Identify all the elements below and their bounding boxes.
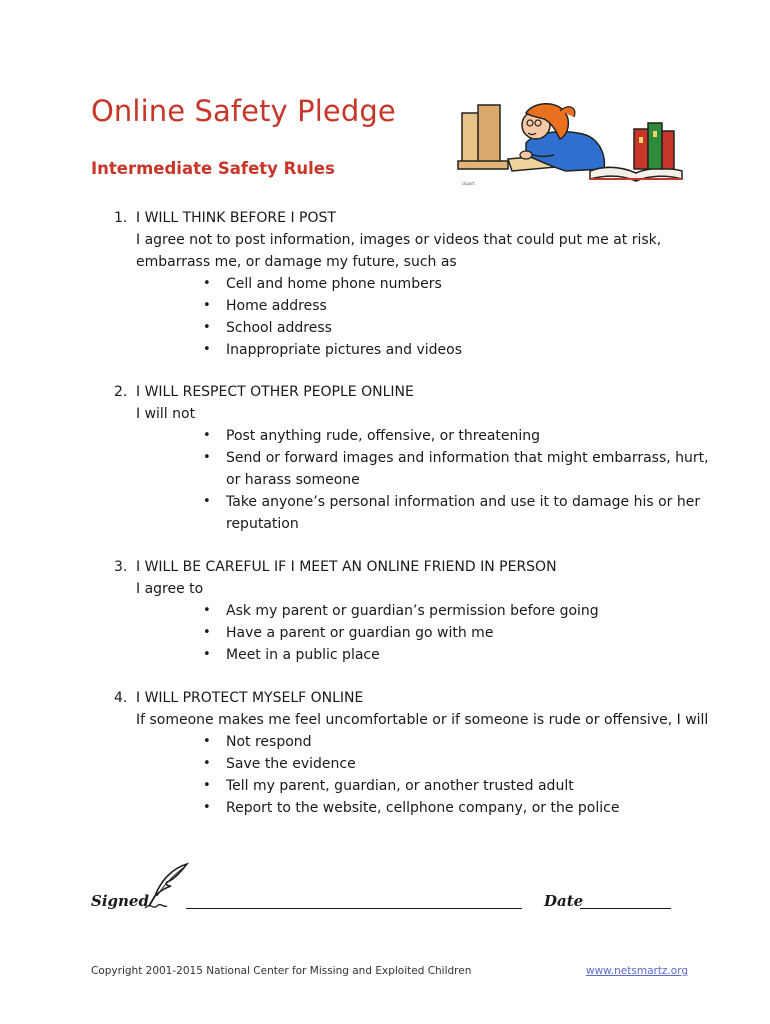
date-label: Date bbox=[544, 892, 584, 910]
rule-intro: I agree not to post information, images or videos that could put me at risk, embarrass me, or damage my future, such as bbox=[136, 232, 662, 270]
rule-intro: I agree to bbox=[136, 581, 204, 597]
rule-number: 1. bbox=[114, 210, 128, 226]
rule-title: I WILL PROTECT MYSELF ONLINE bbox=[136, 690, 364, 706]
list-item: • Post anything rude, offensive, or threatening bbox=[203, 425, 714, 447]
rule-title: I WILL BE CAREFUL IF I MEET AN ONLINE FRIEND IN PERSON bbox=[136, 559, 557, 575]
list-item: • Ask my parent or guardian’s permission before going bbox=[203, 600, 714, 622]
rule-heading bbox=[114, 687, 714, 709]
rule-intro: I will not bbox=[136, 406, 196, 422]
signed-label: Signed bbox=[91, 892, 149, 910]
list-item: • Have a parent or guardian go with me bbox=[203, 622, 714, 644]
signature-row bbox=[91, 886, 691, 920]
bullet-list bbox=[203, 731, 714, 819]
list-item: • Save the evidence bbox=[203, 753, 714, 775]
page-title: Online Safety Pledge bbox=[91, 94, 396, 128]
rule-title: I WILL THINK BEFORE I POST bbox=[136, 210, 336, 226]
rule-1 bbox=[114, 207, 714, 361]
signature-line[interactable] bbox=[186, 908, 522, 909]
list-item: • Not respond bbox=[203, 731, 714, 753]
list-item: • Tell my parent, guardian, or another trusted adult bbox=[203, 775, 714, 797]
rule-number: 3. bbox=[114, 559, 128, 575]
netsmartz-link[interactable]: www.netsmartz.org bbox=[586, 965, 689, 977]
list-item: • Cell and home phone numbers bbox=[203, 273, 714, 295]
rule-heading bbox=[114, 207, 714, 229]
bullet-list bbox=[203, 600, 714, 666]
quill-pen-icon bbox=[143, 862, 191, 912]
rule-number: 4. bbox=[114, 690, 128, 706]
list-item: • Home address bbox=[203, 295, 714, 317]
list-item: • School address bbox=[203, 317, 714, 339]
bullet-list bbox=[203, 425, 714, 535]
bullet-list bbox=[203, 273, 714, 361]
rule-title: I WILL RESPECT OTHER PEOPLE ONLINE bbox=[136, 384, 414, 400]
rule-number: 2. bbox=[114, 384, 128, 400]
rule-intro: If someone makes me feel uncomfortable or if someone is rude or offensive, I will bbox=[136, 712, 709, 728]
list-item: • Inappropriate pictures and videos bbox=[203, 339, 714, 361]
rule-heading bbox=[114, 381, 714, 403]
list-item: • Take anyone’s personal information and use it to damage his or her reputation bbox=[203, 491, 714, 535]
rule-2 bbox=[114, 381, 714, 535]
rule-heading bbox=[114, 556, 714, 578]
list-item: • Meet in a public place bbox=[203, 644, 714, 666]
girl-at-computer-icon bbox=[456, 95, 686, 187]
list-item: • Report to the website, cellphone company, or the police bbox=[203, 797, 714, 819]
svg-text:clipart: clipart bbox=[462, 181, 475, 186]
rule-3 bbox=[114, 556, 714, 666]
rule-4 bbox=[114, 687, 714, 819]
page-subtitle: Intermediate Safety Rules bbox=[91, 159, 335, 178]
date-line[interactable] bbox=[580, 908, 671, 909]
copyright-text: Copyright 2001-2015 National Center for Missing and Exploited Children bbox=[91, 965, 472, 977]
list-item: • Send or forward images and information that might embarrass, hurt, or harass someone bbox=[203, 447, 714, 491]
